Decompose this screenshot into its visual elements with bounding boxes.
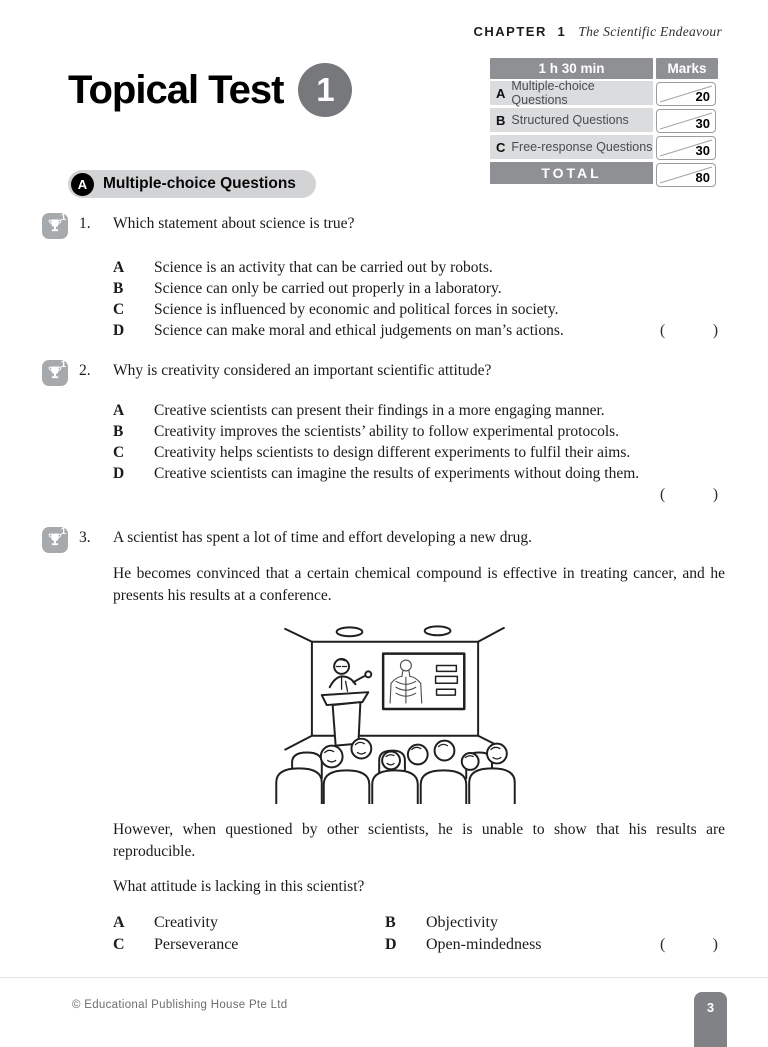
question-3 (0, 527, 768, 548)
projection-screen (383, 654, 464, 709)
badge-marks-count: 1 (60, 526, 66, 537)
question-3-paragraph-after: However, when questioned by other scientists, he is unable to show that his results are reproducible. (113, 821, 725, 860)
question-2 (0, 360, 768, 505)
podium (322, 692, 369, 745)
page-title: Topical Test (68, 68, 284, 112)
question-number: 2. (79, 362, 91, 379)
option-text: Creative scientists can present their findings in a more engaging manner. (154, 402, 605, 419)
option-text: Science is an activity that can be carried out by robots. (154, 259, 493, 276)
page-number-tab: 3 (694, 992, 727, 1047)
option-letter: C (113, 301, 125, 318)
marks-entry-box (656, 136, 716, 160)
option-text: Creativity (154, 914, 218, 931)
option-row (113, 400, 725, 421)
marks-entry-box (656, 163, 716, 187)
row-label: Multiple-choice Questions (511, 79, 595, 107)
option-text: Creativity helps scientists to design different experiments to fulfil their aims. (154, 444, 631, 461)
question-1 (0, 213, 768, 341)
option-row (113, 320, 725, 341)
ceiling-light (337, 627, 363, 636)
question-number: 1. (79, 215, 91, 232)
option-text: Creativity improves the scientists’ ability to follow experimental protocols. (154, 423, 620, 440)
option-letter: A (113, 402, 125, 419)
question-text: Why is creativity considered an important scientific attitude? (113, 362, 492, 379)
test-number-badge: 1 (298, 63, 352, 117)
option-text: Science can only be carried out properly in a laboratory. (154, 280, 502, 297)
option-row (113, 257, 725, 278)
bracket-close: ) (712, 322, 718, 339)
question-number: 3. (79, 529, 91, 546)
ceiling-light (425, 626, 451, 635)
section-header (68, 170, 316, 198)
question-text: A scientist has spent a lot of time and effort developing a new drug. (113, 529, 532, 546)
marks-table-row (490, 81, 718, 106)
chapter-number: 1 (557, 24, 565, 39)
option-letter: A (113, 259, 125, 276)
option-letter: C (113, 935, 125, 953)
option-letter: B (113, 423, 124, 440)
bracket-open: ( (660, 936, 666, 953)
marks-badge (42, 527, 68, 553)
duration-header: 1 h 30 min (490, 58, 653, 79)
marks-table (490, 58, 718, 189)
question-3-options (113, 912, 725, 955)
total-marks-value: 80 (695, 170, 710, 185)
section-letter-badge: A (71, 173, 94, 196)
badge-marks-count: 1 (60, 359, 66, 370)
option-letter: D (385, 935, 397, 953)
marks-value: 20 (695, 89, 710, 104)
presenter (330, 659, 372, 691)
marks-table-row (490, 135, 718, 160)
answer-brackets (660, 484, 718, 505)
marks-header: Marks (656, 58, 718, 79)
answer-brackets (660, 320, 718, 341)
marks-table-row (490, 108, 718, 133)
footer-copyright: © Educational Publishing House Pte Ltd (72, 999, 288, 1011)
question-3-question-line: What attitude is lacking in this scientist? (113, 878, 365, 895)
badge-marks-count: 1 (60, 212, 66, 223)
question-text: Which statement about science is true? (113, 215, 355, 232)
option-letter: D (113, 322, 125, 339)
bracket-close: ) (712, 486, 718, 503)
marks-value: 30 (695, 143, 710, 158)
option-letter: C (113, 444, 125, 461)
conference-presentation-illustration (272, 616, 520, 804)
option-row (113, 299, 725, 320)
marks-badge (42, 213, 68, 239)
footer-divider (0, 977, 768, 978)
chapter-label: CHAPTER (473, 24, 547, 39)
option-letter: B (385, 914, 396, 931)
option-letter: A (113, 914, 125, 931)
audience-front-row (276, 768, 514, 804)
option-row (113, 463, 725, 484)
option-letter: D (113, 465, 125, 482)
bracket-open: ( (660, 322, 666, 339)
marks-table-header-row (490, 58, 718, 79)
marks-entry-box (656, 109, 716, 133)
section-title: Multiple-choice Questions (103, 175, 296, 192)
option-text: Creative scientists can imagine the results of experiments without doing them. (154, 465, 640, 482)
option-letter: B (113, 280, 124, 297)
question-3-paragraph: He becomes convinced that a certain chemical compound is effective in treating cancer, and he presents his results at a conference. (113, 565, 725, 604)
chapter-title: The Scientific Endeavour (578, 24, 722, 39)
chapter-header (474, 24, 723, 40)
marks-entry-box (656, 82, 716, 106)
bracket-close: ) (712, 936, 718, 953)
option-row (113, 442, 725, 463)
marks-value: 30 (695, 116, 710, 131)
marks-table-total-row (490, 162, 718, 187)
answer-bracket-row (113, 484, 725, 505)
answer-brackets (660, 934, 718, 956)
row-letter: B (496, 112, 506, 128)
option-text: Open-mindedness (426, 935, 542, 953)
title-block (68, 62, 352, 118)
row-letter: C (496, 139, 506, 155)
row-label: Structured Questions (511, 113, 629, 127)
option-text: Science can make moral and ethical judgements on man’s actions. (154, 322, 564, 339)
option-text: Perseverance (154, 935, 239, 953)
option-text: Objectivity (426, 914, 498, 931)
option-row (113, 421, 725, 442)
option-text: Science is influenced by economic and political forces in society. (154, 301, 559, 318)
option-row (113, 278, 725, 299)
marks-badge (42, 360, 68, 386)
bracket-open: ( (660, 486, 666, 503)
row-label: Free-response Questions (511, 140, 653, 154)
total-label: TOTAL (490, 162, 653, 184)
row-letter: A (496, 85, 506, 101)
